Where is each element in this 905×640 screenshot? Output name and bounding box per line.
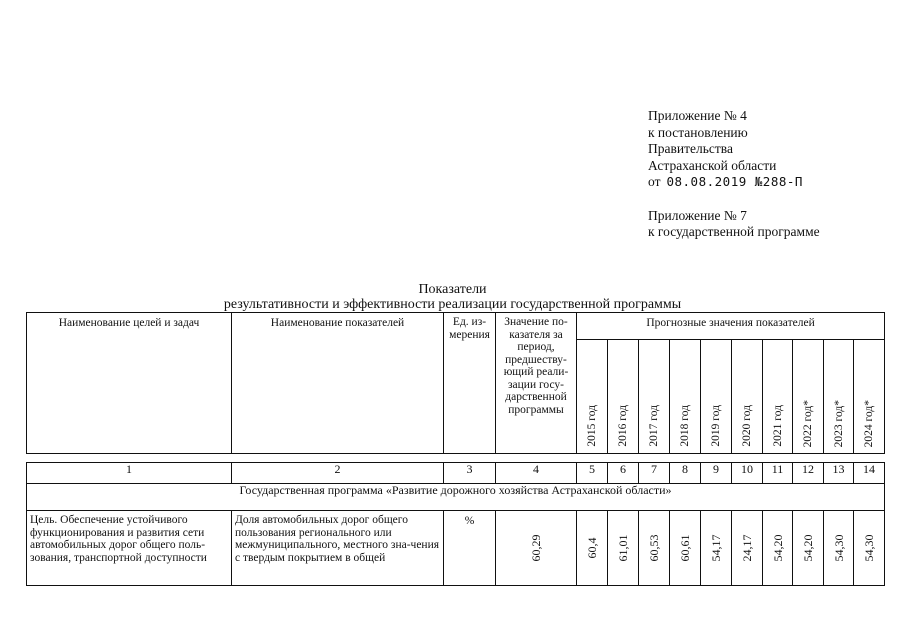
column-number: 3	[444, 463, 496, 484]
forecast-value-cell: 24,17	[732, 511, 763, 586]
forecast-value-cell: 54,20	[763, 511, 793, 586]
spacer-row	[27, 454, 885, 463]
column-number: 11	[763, 463, 793, 484]
year-header: 2022 год*	[793, 340, 824, 454]
date-stamp: 08.08.2019 №288-П	[666, 174, 803, 189]
column-number-row	[27, 463, 885, 484]
appendix-date-line	[648, 174, 820, 191]
appendix-line: Приложение № 7	[648, 207, 747, 223]
appendix-line: Правительства	[648, 141, 733, 156]
previous-value-cell: 60,29	[496, 511, 577, 586]
forecast-value-cell: 54,20	[793, 511, 824, 586]
program-title: Государственная программа «Развитие дорожного хозяйства Астраханской области»	[27, 484, 885, 511]
column-number: 12	[793, 463, 824, 484]
year-header: 2020 год	[732, 340, 763, 454]
forecast-value-cell: 54,30	[854, 511, 885, 586]
column-number: 8	[670, 463, 701, 484]
header-forecast: Прогнозные значения показателей	[577, 313, 885, 340]
column-number: 1	[27, 463, 232, 484]
document-subtitle: результативности и эффективности реализации государственной программы	[223, 297, 682, 312]
document-title: Показатели	[418, 282, 487, 297]
header-indicators: Наименование показателей	[232, 313, 444, 454]
forecast-value-cell: 54,17	[701, 511, 732, 586]
goal-cell: Цель. Обеспечение устойчивого функционирования и развития сети автомобильных дорог общего поль-зования, транспортной доступности	[27, 511, 232, 586]
forecast-value-cell: 61,01	[608, 511, 639, 586]
year-header: 2016 год	[608, 340, 639, 454]
unit-cell: %	[444, 511, 496, 586]
column-number: 4	[496, 463, 577, 484]
header-goals: Наименование целей и задач	[27, 313, 232, 454]
header-unit: Ед. из-мерения	[444, 313, 496, 454]
column-number: 10	[732, 463, 763, 484]
forecast-value-cell: 60,61	[670, 511, 701, 586]
appendix-line: к постановлению	[648, 124, 748, 140]
column-number: 14	[854, 463, 885, 484]
forecast-value-cell: 60,4	[577, 511, 608, 586]
appendix-line: к государственной программе	[648, 224, 820, 239]
program-row	[27, 484, 885, 511]
table-row	[27, 511, 885, 586]
forecast-value-cell: 60,53	[639, 511, 670, 586]
year-header: 2023 год*	[824, 340, 854, 454]
date-prefix: от	[648, 174, 661, 189]
column-number: 9	[701, 463, 732, 484]
year-header: 2017 год	[639, 340, 670, 454]
appendix-line: Астраханской области	[648, 157, 777, 173]
year-header: 2021 год	[763, 340, 793, 454]
indicators-table	[26, 312, 885, 586]
indicator-cell: Доля автомобильных дорог общего пользования регионального или межмуниципального, местного зна-чения с твердым покрытием в общей	[232, 511, 444, 586]
column-number: 5	[577, 463, 608, 484]
year-header: 2015 год	[577, 340, 608, 454]
header-previous: Значение по-казателя за период, предшеству-ющий реали-зации госу-дарственной программы	[496, 313, 577, 454]
forecast-value-cell: 54,30	[824, 511, 854, 586]
year-header: 2018 год	[670, 340, 701, 454]
year-header: 2019 год	[701, 340, 732, 454]
year-header: 2024 год*	[854, 340, 885, 454]
appendix-line: Приложение № 4	[648, 108, 747, 123]
column-number: 7	[639, 463, 670, 484]
column-number: 13	[824, 463, 854, 484]
column-number: 2	[232, 463, 444, 484]
header-row	[27, 313, 885, 340]
appendix-block	[648, 108, 820, 241]
column-number: 6	[608, 463, 639, 484]
